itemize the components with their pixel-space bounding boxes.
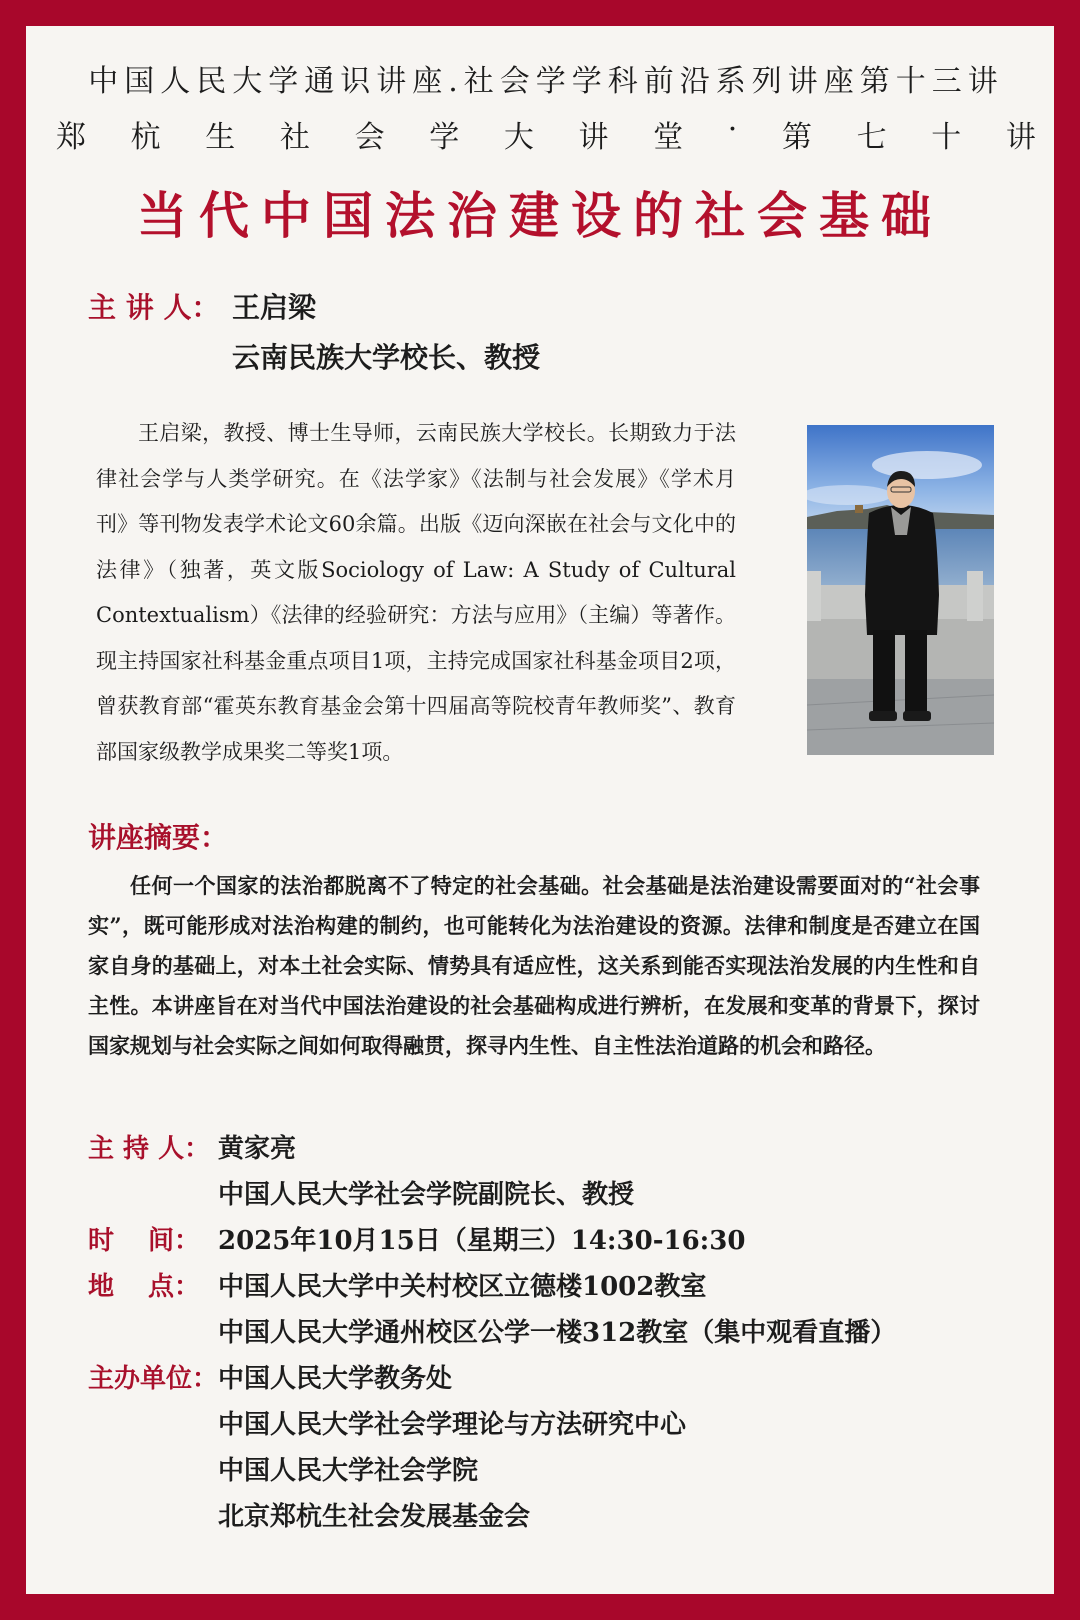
lecture-char: 郑 — [56, 120, 86, 155]
time-value: 2025年10月15日（星期三）14:30-16:30 — [218, 1226, 746, 1256]
abstract-text: 任何一个国家的法治都脱离不了特定的社会基础。社会基础是法治建设需要面对的“社会事实”，既可能形成对法治构建的制约，也可能转化为法治建设的资源。法律和制度是否建立在国家自身的基础上，对本土社会实际、情势具有适应性，这关系到能否实现法治发展的内生性和自主性。本讲座旨在对当代中国法治建设的社会基础构成进行辨析，在发展和变革的背景下，探讨国家规划与社会实际之间如何取得融贯，探寻内生性、自主性法治道路的机会和路径。 — [88, 873, 980, 1058]
time-label — [88, 1220, 200, 1257]
organizer-line: 中国人民大学社会学院 — [218, 1456, 479, 1486]
lecture-char: 讲 — [578, 120, 609, 155]
lecture-char: 七 — [856, 120, 887, 155]
host-name: 黄家亮 — [218, 1134, 297, 1164]
lecture-char: · — [727, 112, 738, 147]
speaker-label: 主 讲 人： — [88, 291, 220, 324]
speaker-photo — [807, 425, 994, 755]
lecture-char: 会 — [354, 120, 385, 155]
lecture-char: 第 — [781, 120, 812, 155]
host-label: 主 持 人： — [88, 1134, 211, 1164]
organizer-line: 中国人民大学社会学理论与方法研究中心 — [218, 1410, 687, 1440]
lecture-title: 当代中国法治建设的社会基础 — [137, 186, 943, 245]
speaker-title: 云南民族大学校长、教授 — [232, 341, 541, 374]
venue-line: 中国人民大学中关村校区立德楼1002教室 — [218, 1272, 707, 1302]
organizers-label: 主办单位： — [88, 1364, 219, 1394]
time-label-a: 时 — [88, 1226, 115, 1256]
lecture-char: 社 — [279, 120, 310, 155]
venue-line: 中国人民大学通州校区公学一楼312教室（集中观看直播） — [218, 1318, 897, 1348]
host-title: 中国人民大学社会学院副院长、教授 — [218, 1180, 635, 1210]
abstract-label: 讲座摘要： — [88, 821, 229, 854]
time-label-b: 间： — [147, 1226, 200, 1256]
organizer-line: 北京郑杭生社会发展基金会 — [218, 1502, 531, 1532]
lecture-char: 大 — [503, 120, 534, 155]
lecture-char: 讲 — [1005, 120, 1036, 155]
speaker-name: 王启梁 — [232, 291, 317, 324]
organizer-line: 中国人民大学教务处 — [218, 1364, 453, 1394]
lecture-number-heading — [56, 112, 1036, 156]
lecture-char: 生 — [205, 120, 236, 155]
poster — [26, 26, 1054, 1594]
series-heading: 中国人民大学通识讲座.社会学学科前沿系列讲座第十三讲 — [88, 64, 1004, 99]
venue-label-b: 点： — [147, 1272, 200, 1302]
venue-label-a: 地 — [88, 1272, 115, 1302]
lecture-char: 堂 — [653, 120, 684, 155]
venue-label — [88, 1266, 200, 1303]
lecture-char: 学 — [429, 120, 460, 155]
lecture-char: 杭 — [130, 120, 161, 155]
speaker-bio: 王启梁，教授、博士生导师，云南民族大学校长。长期致力于法律社会学与人类学研究。在《法学家》《法制与社会发展》《学术月刊》等刊物发表学术论文60余篇。出版《迈向深嵌在社会与文化中的法律》（独著，英文版Sociology of Law: A Study of Cultural Contextualism）《法律的经验研究：方法与应用》（主编）等著作。现主持国家社科基金重点项目1项，主持完成国家社科基金项目2项，曾获教育部“霍英东教育基金会第十四届高等院校青年教师奖”、教育部国家级教学成果奖二等奖1项。 — [96, 421, 736, 764]
lecture-char: 十 — [931, 120, 962, 155]
